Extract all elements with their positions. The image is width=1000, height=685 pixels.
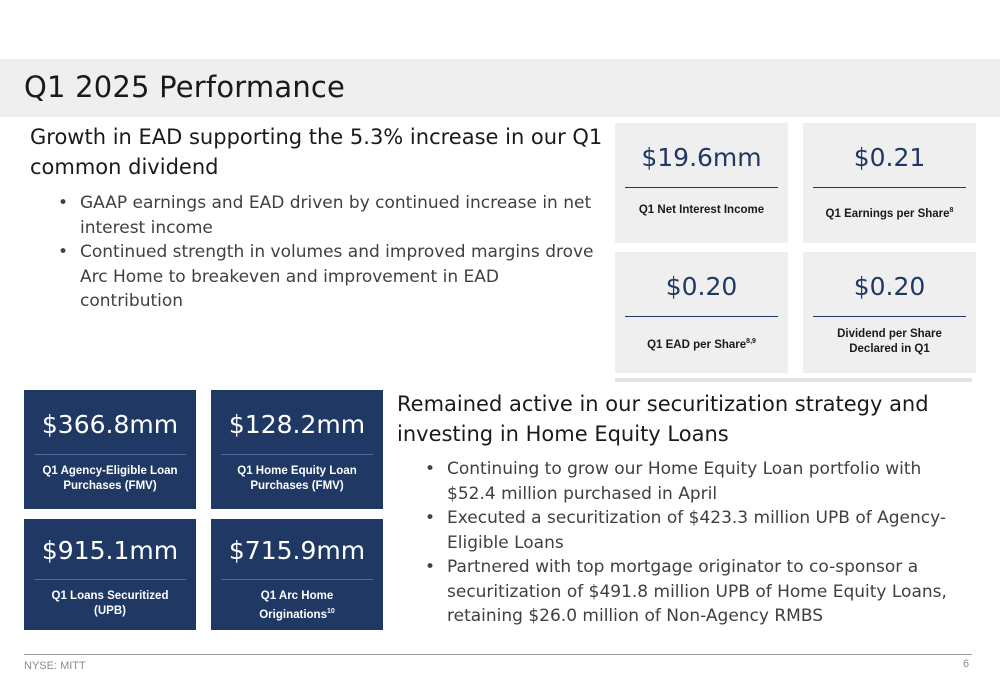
card-label-line: Q1 Agency-Eligible Loan: [42, 465, 178, 477]
stat-divider: [625, 187, 778, 188]
card-agency-eligible-loan-purchases: [24, 390, 196, 509]
card-divider: [221, 454, 373, 455]
footnote-marker: 8: [949, 207, 954, 214]
card-value: $715.9mm: [228, 536, 366, 565]
card-label: [30, 464, 190, 494]
card-arc-home-originations: [211, 519, 383, 630]
stat-value: $0.20: [665, 272, 738, 301]
stat-label: [809, 327, 970, 357]
bottom-section-bullets: [423, 457, 963, 629]
stat-label-line: Dividend per Share: [837, 328, 942, 340]
card-label-line: Q1 Loans Securitized: [51, 590, 169, 602]
stat-divider: [625, 316, 778, 317]
stat-card-dividend-per-share: [803, 252, 976, 373]
title-bar: [0, 59, 1000, 117]
list-item: • Continued strength in volumes and improved margins drove Arc Home to breakeven and improvement in EAD contribution: [56, 240, 596, 314]
footer-ticker: NYSE: MITT: [24, 660, 86, 672]
stat-label: [809, 203, 970, 222]
stat-card-earnings-per-share: [803, 123, 976, 243]
stat-divider: [813, 187, 966, 188]
card-divider: [34, 454, 186, 455]
top-section-heading: Growth in EAD supporting the 5.3% increase in our Q1 common dividend: [30, 125, 603, 179]
card-label: [217, 464, 377, 494]
list-item: • Continuing to grow our Home Equity Loan portfolio with $52.4 million purchased in April: [423, 457, 963, 506]
stat-card-net-interest-income: [615, 123, 788, 243]
card-label-line: [217, 604, 377, 623]
card-divider: [221, 579, 373, 580]
list-item: • Executed a securitization of $423.3 million UPB of Agency-Eligible Loans: [423, 506, 963, 555]
page-number: 6: [963, 658, 970, 670]
card-value: $366.8mm: [41, 410, 179, 439]
card-label-line: (UPB): [94, 605, 126, 617]
top-section-bullets: [56, 191, 596, 314]
stat-label-line: Declared in Q1: [849, 343, 930, 355]
stat-value: $19.6mm: [641, 143, 762, 172]
stat-label-text: Q1 Net Interest Income: [638, 204, 765, 216]
card-label: [217, 589, 377, 623]
stat-label-text: Q1 Earnings per Share: [825, 207, 950, 220]
card-label-text: Originations: [259, 608, 327, 621]
page-title: Q1 2025 Performance: [24, 70, 346, 104]
footnote-marker: 10: [326, 608, 335, 615]
stat-label-text: Q1 EAD per Share: [647, 338, 747, 351]
card-value: $915.1mm: [41, 536, 179, 565]
card-home-equity-loan-purchases: [211, 390, 383, 509]
card-label-line: Purchases (FMV): [250, 480, 344, 492]
card-label: [30, 589, 190, 619]
stat-card-ead-per-share: [615, 252, 788, 373]
list-item: • Partnered with top mortgage originator to co-sponsor a securitization of $491.8 million UPB of Home Equity Loans, retaining $26.0 million of Non-Agency RMBS: [423, 555, 963, 629]
card-divider: [34, 579, 186, 580]
bottom-section-heading: Remained active in our securitization strategy and investing in Home Equity Loans: [397, 392, 929, 446]
card-label-line: Purchases (FMV): [63, 480, 157, 492]
list-item: • GAAP earnings and EAD driven by continued increase in net interest income: [56, 191, 596, 240]
footnote-marker: 8,9: [746, 338, 756, 345]
stat-value: $0.21: [853, 143, 926, 172]
card-loans-securitized: [24, 519, 196, 630]
card-label-line: Q1 Arc Home: [260, 590, 334, 602]
stat-label: [621, 334, 782, 353]
stat-value: $0.20: [853, 272, 926, 301]
footer-divider: [24, 654, 972, 655]
section-divider: [615, 378, 972, 382]
card-label-line: Q1 Home Equity Loan: [237, 465, 357, 477]
stat-label: [621, 203, 782, 218]
stat-divider: [813, 316, 966, 317]
card-value: $128.2mm: [228, 410, 366, 439]
